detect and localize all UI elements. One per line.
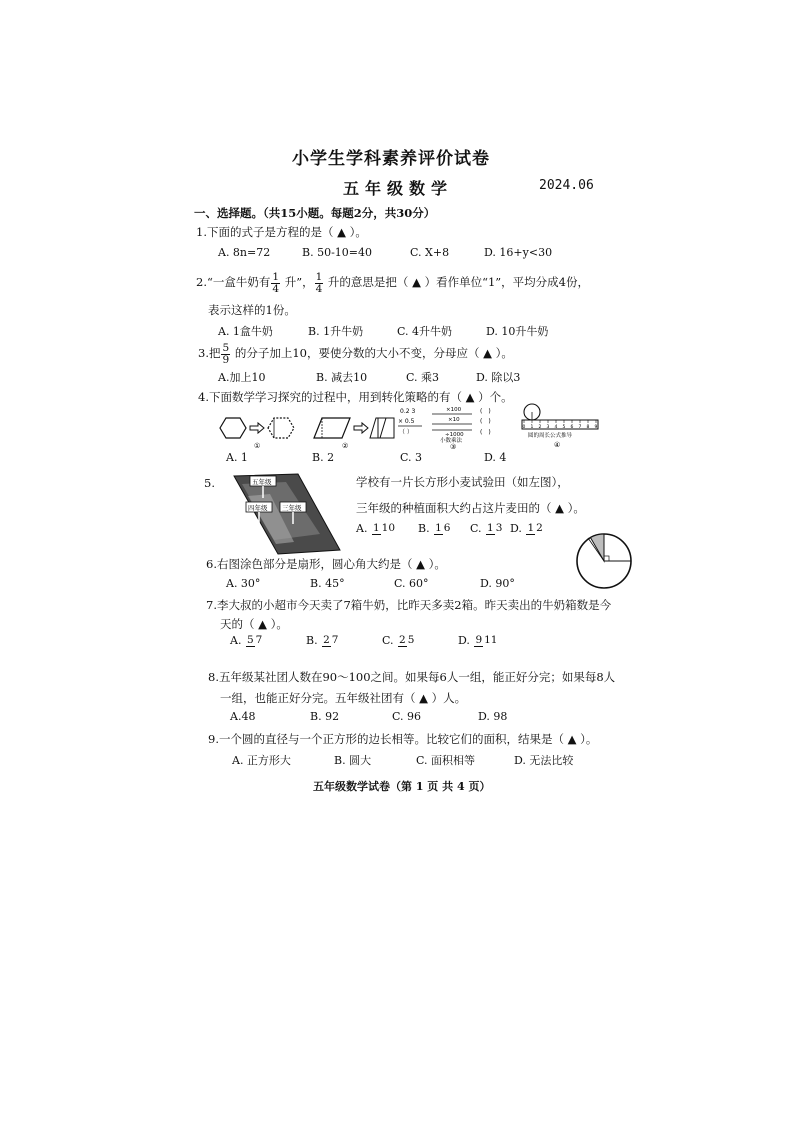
ruler-tick-label: 3 — [546, 425, 550, 430]
fraction — [315, 272, 324, 294]
question-5-line2: 三年级的种植面积大约占这片麦田的（ ▲ ）。 — [356, 501, 585, 515]
fraction — [322, 635, 339, 647]
sector-circle-figure — [574, 532, 634, 590]
fig3-operation: ÷1000 — [445, 432, 464, 438]
numerator: 1 — [435, 522, 442, 535]
fig3-operation: ×10 — [448, 417, 460, 423]
question-3-options — [218, 369, 520, 385]
option-a: A.加上10 — [218, 371, 266, 384]
fraction — [221, 343, 230, 365]
denominator: 9 — [222, 353, 230, 366]
numerator: 1 — [527, 522, 535, 535]
option-d — [458, 634, 500, 647]
option-c: C. 3 — [400, 451, 423, 464]
ruler-tick-label: 6 — [570, 425, 574, 430]
question-2-options — [218, 323, 548, 339]
question-3-part1: 3.把 — [198, 346, 221, 360]
fig3-number: × 0.5 — [398, 418, 415, 425]
fraction — [434, 523, 451, 535]
option-d: D. 4 — [484, 451, 507, 464]
denominator: 7 — [255, 634, 263, 647]
option-c: C. 4升牛奶 — [397, 325, 453, 338]
question-1-options — [218, 246, 552, 259]
denominator: 6 — [443, 522, 451, 535]
question-2-line2: 表示这样的1份。 — [208, 303, 296, 317]
svg-text:( ): ( ) — [480, 418, 491, 425]
question-4: 4.下面数学学习探究的过程中，用到转化策略的有（ ▲ ）个。 — [198, 390, 513, 404]
option-b: B. 50-10=40 — [302, 246, 373, 259]
field-label-grade4: 四年级 — [248, 504, 268, 512]
question-2-part2: 升”， — [281, 275, 314, 289]
fraction — [486, 523, 503, 535]
option-letter: C. — [470, 522, 482, 535]
question-8-options — [230, 710, 507, 723]
numerator: 1 — [372, 522, 380, 535]
page-footer: 五年级数学试卷（第 1 页 共 4 页） — [313, 780, 491, 793]
option-d: D. 16+y<30 — [484, 246, 553, 259]
denominator: 4 — [315, 282, 323, 295]
denominator: 2 — [536, 522, 543, 535]
question-3 — [198, 343, 513, 365]
option-letter: C. — [382, 634, 394, 647]
figure-2-parallelogram-conversion — [314, 418, 394, 450]
field-label-grade5: 五年级 — [252, 478, 272, 486]
option-a: A. 30° — [226, 577, 261, 590]
numerator: 9 — [475, 634, 483, 647]
wheat-field-figure — [228, 470, 344, 556]
denominator: 3 — [495, 522, 503, 535]
field-label-grade3: 三年级 — [282, 504, 302, 512]
fraction — [271, 272, 280, 294]
question-9-options — [232, 752, 573, 768]
svg-text:( ): ( ) — [480, 408, 491, 415]
fig4-caption: 圆的周长公式推导 — [528, 433, 573, 439]
option-a — [230, 634, 306, 647]
question-8-line2: 一组，也能正好分完。五年级社团有（ ▲ ）人。 — [220, 691, 467, 705]
figure-3-decimal-multiplication — [398, 407, 491, 450]
question-5-number: 5. — [204, 476, 215, 490]
option-a — [356, 522, 418, 535]
option-letter: D. — [458, 634, 470, 647]
exam-title: 小学生学科素养评价试卷 — [292, 149, 490, 169]
option-c: C. 96 — [392, 710, 422, 723]
numerator: 2 — [323, 634, 330, 647]
question-7-line2: 天的（ ▲ ）。 — [220, 617, 288, 631]
option-c: C. X+8 — [410, 246, 450, 259]
option-letter: B. — [306, 634, 318, 647]
ruler-tick-label: 7 — [578, 425, 582, 430]
option-d: D. 10升牛奶 — [486, 325, 549, 338]
option-c: C. 乘3 — [406, 371, 440, 384]
fig3-number: 0.2 3 — [400, 408, 416, 415]
question-5-options — [356, 522, 545, 535]
option-d — [510, 522, 545, 535]
question-8-line1: 8.五年级某社团人数在90～100之间。如果每6人一组，能正好分完；如果每8人 — [208, 670, 616, 684]
option-letter: B. — [418, 522, 430, 535]
ruler-tick-label: 0 — [522, 425, 526, 430]
figure-label: ④ — [554, 441, 561, 449]
denominator: 10 — [381, 522, 396, 535]
question-1: 1.下面的式子是方程的是（ ▲ ）。 — [196, 225, 367, 239]
fraction — [372, 523, 396, 535]
question-4-options — [226, 451, 506, 464]
option-b: B. 1升牛奶 — [308, 325, 364, 338]
question-7-line1: 7.李大叔的小超市今天卖了7箱牛奶，比昨天多卖2箱。昨天卖出的牛奶箱数是今 — [206, 598, 612, 612]
option-a: A.48 — [230, 710, 256, 723]
fraction — [398, 635, 415, 647]
fig3-operation: ×100 — [446, 407, 462, 413]
numerator: 2 — [399, 634, 406, 647]
option-letter: A. — [356, 522, 368, 535]
option-b — [418, 522, 470, 535]
fig3-caption: 小数乘法 — [440, 438, 463, 444]
option-c — [382, 634, 458, 647]
figure-label: ③ — [450, 443, 457, 450]
figure-1-hexagon-conversion — [220, 418, 294, 450]
question-2-part1: 2.“一盒牛奶有 — [196, 275, 271, 289]
exam-subtitle: 五年级数学 — [343, 179, 454, 198]
numerator: 1 — [315, 271, 323, 283]
question-7-options — [230, 634, 500, 647]
denominator: 4 — [272, 282, 280, 295]
numerator: 1 — [487, 522, 494, 535]
ruler-tick-label: 1 — [530, 425, 534, 430]
ruler-tick-label: 4 — [554, 425, 558, 430]
option-c: C. 面积相等 — [416, 754, 476, 767]
exam-date: 2024.06 — [539, 178, 594, 193]
fig3-number: （ ） — [399, 429, 413, 436]
section-heading: 一、选择题。（共15小题。每题2分，共30分） — [194, 206, 436, 220]
option-a: A. 1盒牛奶 — [218, 325, 273, 338]
figure-label: ② — [342, 442, 349, 450]
figure-label: ① — [254, 442, 261, 450]
option-b — [306, 634, 382, 647]
question-6: 6.右图涂色部分是扇形，圆心角大约是（ ▲ ）。 — [206, 557, 446, 571]
denominator: 11 — [484, 634, 498, 647]
option-d: D. 无法比较 — [514, 754, 574, 767]
option-letter: A. — [230, 634, 242, 647]
question-2-part3: 升的意思是把（ ▲ ）看作单位“1”，平均分成4份， — [324, 275, 589, 289]
ruler-tick-label: 5 — [562, 425, 566, 430]
denominator: 5 — [407, 634, 415, 647]
fraction — [526, 523, 543, 535]
option-c — [470, 522, 510, 535]
question-4-figures — [210, 402, 605, 450]
option-b: B. 2 — [312, 451, 335, 464]
ruler-tick-label: 9 — [594, 425, 598, 430]
denominator: 7 — [331, 634, 339, 647]
question-6-options — [226, 577, 515, 590]
question-9: 9.一个圆的直径与一个正方形的边长相等。比较它们的面积，结果是（ ▲ ）。 — [208, 732, 598, 746]
option-b: B. 圆大 — [334, 754, 372, 767]
svg-text:( ): ( ) — [480, 429, 491, 436]
option-c: C. 60° — [394, 577, 429, 590]
fraction — [246, 635, 263, 647]
option-a: A. 1 — [226, 451, 248, 464]
option-d: D. 除以3 — [476, 371, 521, 384]
ruler-tick-label: 8 — [586, 425, 590, 430]
figure-4-circle-ruler — [522, 404, 598, 449]
ruler-tick-label: 2 — [538, 425, 542, 430]
fraction — [474, 635, 498, 647]
option-letter: D. — [510, 522, 522, 535]
numerator: 1 — [272, 271, 280, 283]
question-3-part2: 的分子加上10，要使分数的大小不变，分母应（ ▲ ）。 — [231, 346, 513, 360]
option-d: D. 98 — [478, 710, 508, 723]
numerator: 5 — [222, 342, 230, 354]
question-5-line1: 学校有一片长方形小麦试验田（如左图）， — [356, 475, 569, 489]
numerator: 5 — [246, 634, 254, 647]
option-d: D. 90° — [480, 577, 515, 590]
option-a: A. 8n=72 — [218, 246, 271, 259]
option-b: B. 减去10 — [316, 371, 368, 384]
option-b: B. 45° — [310, 577, 345, 590]
question-2 — [196, 272, 589, 294]
option-a: A. 正方形大 — [232, 754, 291, 767]
option-b: B. 92 — [310, 710, 340, 723]
